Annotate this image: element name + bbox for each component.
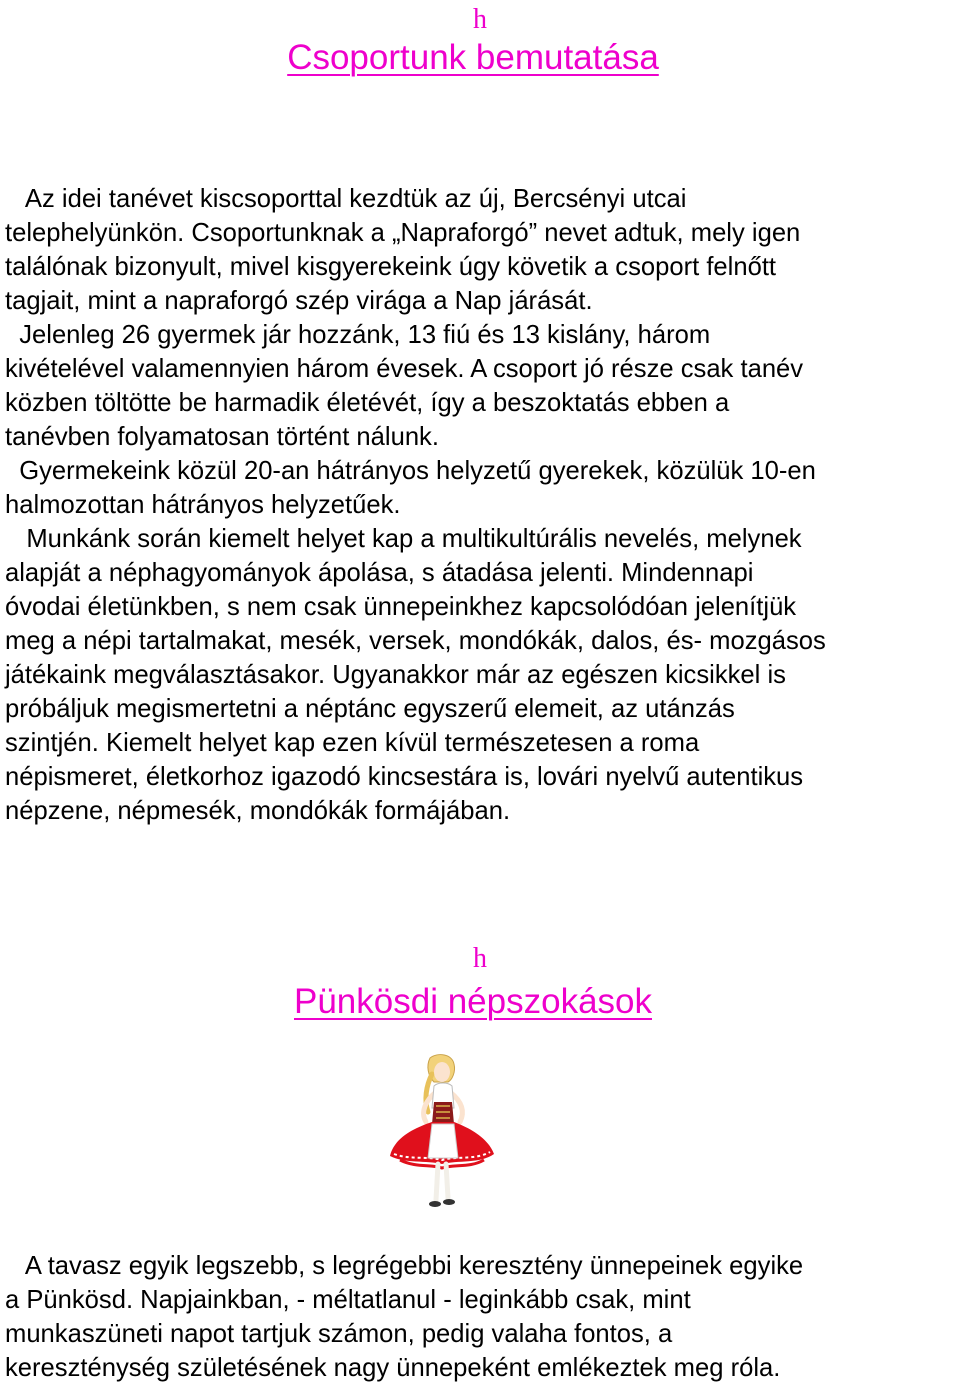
section-1-text-line: népismeret, életkorhoz igazodó kincsestára is, lovári nyelvű autentikus bbox=[5, 763, 804, 791]
section-1-text-line: Jelenleg 26 gyermek jár hozzánk, 13 fiú és 13 kislány, három bbox=[5, 321, 711, 349]
section-1-text-line: kivételével valamennyien három évesek. A csoport jó része csak tanév bbox=[5, 355, 804, 383]
section-2-text-line: A tavasz egyik legszebb, s legrégebbi keresztény ünnepeinek egyike bbox=[5, 1252, 804, 1280]
section-1-text-line: Munkánk során kiemelt helyet kap a multikultúrális nevelés, melynek bbox=[5, 525, 802, 553]
section-2-text-line: a Pünkösd. Napjainkban, - méltatlanul - leginkább csak, mint bbox=[5, 1286, 691, 1314]
section-1-text-line: meg a népi tartalmakat, mesék, versek, mondókák, dalos, és- mozgásos bbox=[5, 627, 826, 655]
section-1-text-line: halmozottan hátrányos helyzetűek. bbox=[5, 491, 401, 519]
section-1-text-line: telephelyünkön. Csoportunknak a „Napraforgó” nevet adtuk, mely igen bbox=[5, 219, 801, 247]
section-1-text-line: játékaink megválasztásakor. Ugyanakkor már az egészen kicsikkel is bbox=[5, 661, 786, 689]
section-1-text-line: Gyermekeink közül 20-an hátrányos helyzetű gyerekek, közülük 10-en bbox=[5, 457, 816, 485]
section-1-text-line: szintjén. Kiemelt helyet kap ezen kívül természetesen a roma bbox=[5, 729, 700, 757]
section-1-body bbox=[5, 182, 960, 828]
section-1-text-line: találónak bizonyult, mivel kisgyerekeink úgy követik a csoport felnőtt bbox=[5, 253, 777, 281]
section-2-ornament-glyph: h bbox=[473, 943, 487, 974]
section-2-body bbox=[5, 1249, 960, 1385]
section-2-title: Pünkösdi népszokások bbox=[294, 982, 652, 1021]
section-1-title: Csoportunk bemutatása bbox=[287, 38, 659, 77]
section-2-text-line: kereszténység születésének nagy ünnepeként emlékeztek meg róla. bbox=[5, 1354, 781, 1382]
section-1-ornament-glyph: h bbox=[473, 4, 487, 35]
folk-dancer-icon bbox=[386, 1052, 498, 1210]
section-1-text-line: alapját a néphagyományok ápolása, s átadása jelenti. Mindennapi bbox=[5, 559, 754, 587]
section-1-text-line: tagjait, mint a napraforgó szép virága a Nap járását. bbox=[5, 287, 593, 315]
section-2-text-line: munkaszüneti napot tartjuk számon, pedig valaha fontos, a bbox=[5, 1320, 673, 1348]
section-1-text-line: népzene, népmesék, mondókák formájában. bbox=[5, 797, 511, 825]
section-1-text-line: óvodai életünkben, s nem csak ünnepeinkhez kapcsolódóan jelenítjük bbox=[5, 593, 797, 621]
section-1-text-line: Az idei tanévet kiscsoporttal kezdtük az új, Bercsényi utcai bbox=[5, 185, 687, 213]
section-1-text-line: próbáljuk megismertetni a néptánc egyszerű elemeit, az utánzás bbox=[5, 695, 735, 723]
section-1-text-line: közben töltötte be harmadik életévét, így a beszoktatás ebben a bbox=[5, 389, 730, 417]
section-1-text-line: tanévben folyamatosan történt nálunk. bbox=[5, 423, 439, 451]
